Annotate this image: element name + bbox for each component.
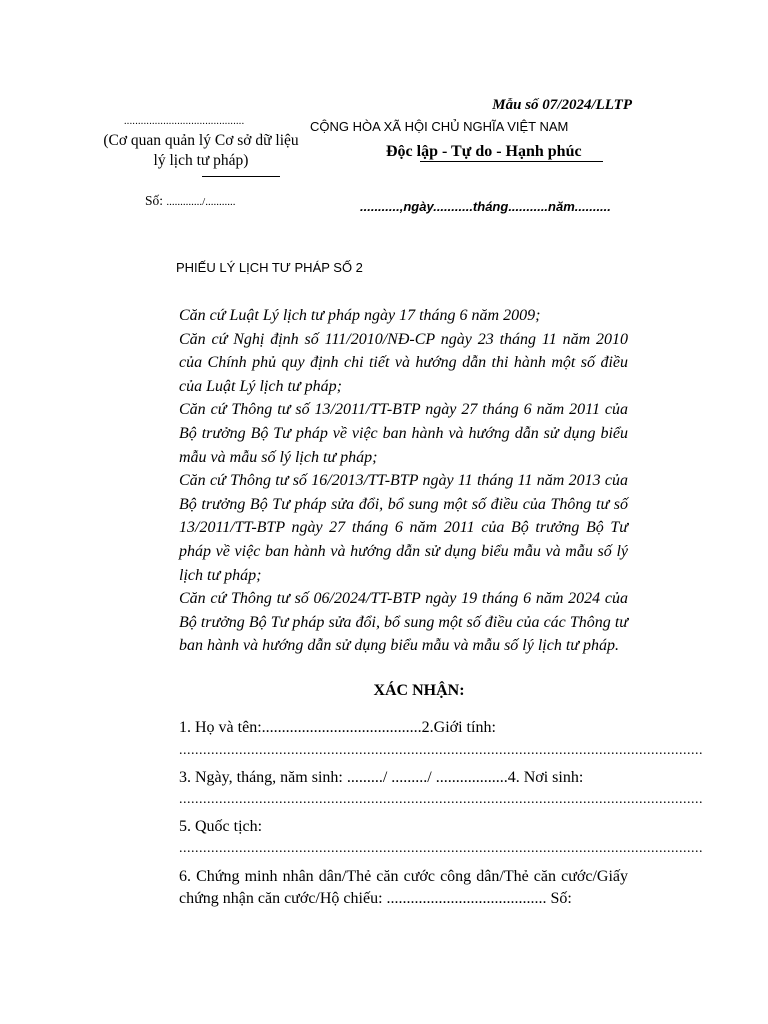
document-number xyxy=(145,193,235,209)
legal-basis-item: Căn cứ Thông tư số 13/2011/TT-BTP ngày 27 tháng 6 năm 2011 của Bộ trưởng Bộ Tư pháp về việc ban hành và hướng dẫn sử dụng biểu mẫu và mẫu số lý lịch tư pháp; xyxy=(179,401,628,466)
agency-underline xyxy=(202,176,280,177)
form-title: PHIẾU LÝ LỊCH TƯ PHÁP SỐ 2 xyxy=(176,260,363,275)
fill-line: ................................................................................................................................... xyxy=(179,792,703,807)
legal-basis xyxy=(179,304,628,658)
document-number-label: Số: xyxy=(145,193,164,208)
field-nationality: 5. Quốc tịch: xyxy=(179,818,263,835)
legal-basis-item: Căn cứ Nghị định số 111/2010/NĐ-CP ngày 23 tháng 11 năm 2010 của Chính phủ quy định chi tiết và hướng dẫn thi hành một số điều của Luật Lý lịch tư pháp; xyxy=(179,330,628,395)
field-identity-document: 6. Chứng minh nhân dân/Thẻ căn cước công dân/Thẻ căn cước/Giấy chứng nhận căn cước/Hộ chiếu: ........................................ Số: xyxy=(179,868,628,907)
document-number-fill: ............./........... xyxy=(166,196,236,208)
form-number: Mẫu số 07/2024/LLTP xyxy=(492,97,632,113)
national-motto: Độc lập - Tự do - Hạnh phúc xyxy=(386,143,582,160)
legal-basis-item: Căn cứ Luật Lý lịch tư pháp ngày 17 tháng 6 năm 2009; xyxy=(179,307,541,324)
field-dob-birthplace: 3. Ngày, tháng, năm sinh: ........./ ........./ ..................4. Nơi sinh: xyxy=(179,769,584,786)
agency-name: (Cơ quan quản lý Cơ sở dữ liệu lý lịch tư pháp) xyxy=(103,132,299,169)
legal-basis-item: Căn cứ Thông tư số 16/2013/TT-BTP ngày 11 tháng 11 năm 2013 của Bộ trưởng Bộ Tư pháp sửa đổi, bổ sung một số điều của Thông tư số 13/2011/TT-BTP ngày 27 tháng 6 năm 2011 của Bộ trưởng Bộ Tư pháp về việc ban hành và hướng dẫn sử dụng biểu mẫu và mẫu số lý lịch tư pháp; xyxy=(179,472,628,584)
date-line: ...........,ngày...........tháng...........năm.......... xyxy=(360,199,611,214)
confirmation-heading: XÁC NHẬN: xyxy=(373,682,465,699)
agency-name-fill-line: ........................................... xyxy=(124,116,245,127)
fill-line: ................................................................................................................................... xyxy=(179,743,703,758)
motto-underline xyxy=(420,161,603,162)
country-name: CỘNG HÒA XÃ HỘI CHỦ NGHĨA VIỆT NAM xyxy=(310,119,569,134)
field-name-gender: 1. Họ và tên:........................................2.Giới tính: xyxy=(179,719,496,736)
fill-line: ................................................................................................................................... xyxy=(179,841,703,856)
legal-basis-item: Căn cứ Thông tư số 06/2024/TT-BTP ngày 19 tháng 6 năm 2024 của Bộ trưởng Bộ Tư pháp sửa đổi, bổ sung một số điều của các Thông tư ban hành và hướng dẫn sử dụng biểu mẫu và mẫu số lý lịch tư pháp. xyxy=(179,590,628,655)
